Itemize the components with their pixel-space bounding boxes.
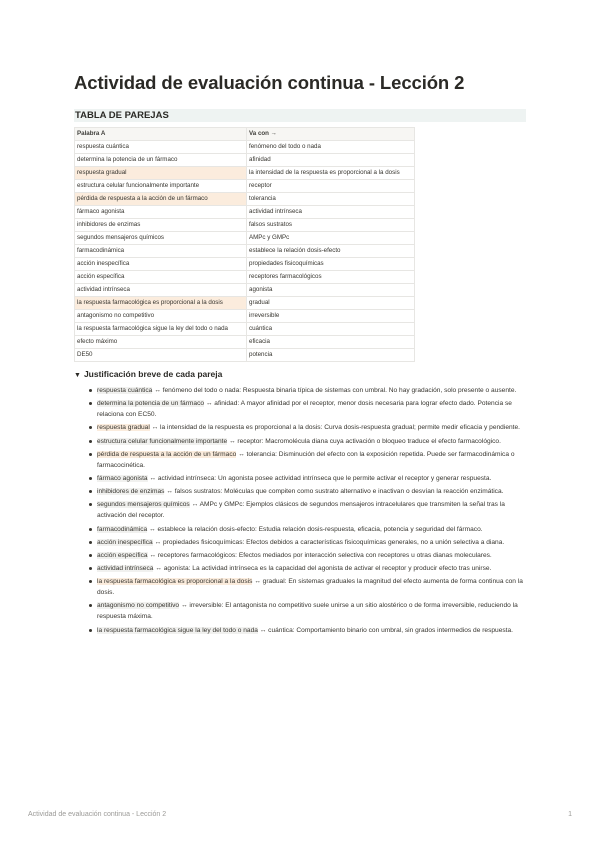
table-row — [75, 336, 415, 349]
table-row — [75, 154, 415, 167]
justification-term: la respuesta farmacológica sigue la ley del todo o nada — [97, 626, 258, 634]
justification-text: ↔ AMPc y GMPc: Ejemplos clásicos de segundos mensajeros intracelulares que transmiten la señal tras la activación del receptor. — [97, 501, 505, 520]
justification-text: ↔ tolerancia: Disminución del efecto con la exposición repetida. Puede ser farmacodinámica o farmacocinética. — [97, 450, 515, 469]
cell-goes-with: agonista — [247, 284, 415, 297]
cell-word-a: respuesta cuántica — [75, 141, 247, 154]
table-row — [75, 323, 415, 336]
justification-text: ↔ afinidad: A mayor afinidad por el receptor, menor dosis necesaria para lograr efecto dado. Potencia se relaciona con EC50. — [97, 400, 512, 419]
list-item — [88, 473, 526, 484]
toggle-triangle-icon: ▼ — [74, 372, 81, 379]
table-row — [75, 271, 415, 284]
pairs-table — [74, 127, 415, 362]
justification-text: ↔ actividad intrínseca: Un agonista posee actividad intrínseca que le permite activar el receptor y generar respuesta. — [147, 474, 492, 482]
cell-goes-with: gradual — [247, 297, 415, 310]
column-header-goes-with: Va con → — [247, 128, 415, 141]
list-item — [88, 576, 526, 598]
list-item — [88, 600, 526, 622]
cell-goes-with: potencia — [247, 349, 415, 362]
justification-text: ↔ establece la relación dosis-efecto: Estudia relación dosis-respuesta, eficacia, potencia y seguridad del fármaco. — [147, 525, 483, 533]
justification-toggle[interactable] — [74, 368, 526, 382]
cell-word-a: inhibidores de enzimas — [75, 219, 247, 232]
justification-term: la respuesta farmacológica es proporcional a la dosis — [97, 578, 253, 586]
cell-goes-with: tolerancia — [247, 193, 415, 206]
cell-word-a: acción inespecífica — [75, 258, 247, 271]
cell-goes-with: receptores farmacológicos — [247, 271, 415, 284]
cell-goes-with: AMPc y GMPc — [247, 232, 415, 245]
cell-word-a: actividad intrínseca — [75, 284, 247, 297]
list-item — [88, 499, 526, 521]
page-title: Actividad de evaluación continua - Lección 2 — [74, 72, 465, 93]
justification-term: segundos mensajeros químicos — [97, 501, 190, 509]
cell-goes-with: falsos sustratos — [247, 219, 415, 232]
list-item — [88, 537, 526, 548]
cell-word-a: fármaco agonista — [75, 206, 247, 219]
justification-text: ↔ receptor: Macromolécula diana cuya activación o bloqueo traduce el efecto farmacológico. — [227, 437, 501, 445]
column-header-word-a: Palabra A — [75, 128, 247, 141]
justification-term: estructura celular funcionalmente importante — [97, 437, 228, 445]
cell-goes-with: afinidad — [247, 154, 415, 167]
justification-text: ↔ receptores farmacológicos: Efectos mediados por interacción selectiva con receptores u otras dianas moleculares. — [147, 551, 492, 559]
cell-word-a: pérdida de respuesta a la acción de un fármaco — [75, 193, 247, 206]
justification-term: respuesta gradual — [97, 424, 150, 432]
justification-term: actividad intrínseca — [97, 565, 154, 573]
list-item — [88, 398, 526, 420]
page-number: 1 — [568, 811, 572, 818]
cell-goes-with: eficacia — [247, 336, 415, 349]
justification-term: pérdida de respuesta a la acción de un fármaco — [97, 450, 237, 458]
table-row — [75, 219, 415, 232]
justification-term: acción inespecífica — [97, 538, 153, 546]
cell-word-a: farmacodinámica — [75, 245, 247, 258]
table-row — [75, 349, 415, 362]
justification-term: farmacodinámica — [97, 525, 148, 533]
list-item — [88, 486, 526, 497]
cell-goes-with: fenómeno del todo o nada — [247, 141, 415, 154]
cell-word-a: estructura celular funcionalmente importante — [75, 180, 247, 193]
table-row — [75, 284, 415, 297]
table-header-row — [75, 128, 415, 141]
table-row — [75, 167, 415, 180]
table-row — [75, 193, 415, 206]
justification-text: ↔ propiedades fisicoquímicas: Efectos debidos a características fisicoquímicas generales, no a unión selectiva a diana. — [152, 538, 505, 546]
toggle-title: Justificación breve de cada pareja — [83, 369, 223, 379]
list-item — [88, 550, 526, 561]
cell-word-a: respuesta gradual — [75, 167, 247, 180]
table-row — [75, 206, 415, 219]
list-item — [88, 625, 526, 636]
cell-word-a: acción específica — [75, 271, 247, 284]
justification-term: determina la potencia de un fármaco — [97, 400, 205, 408]
list-item — [88, 524, 526, 535]
cell-word-a: DE50 — [75, 349, 247, 362]
table-row — [75, 245, 415, 258]
table-row — [75, 141, 415, 154]
table-section-header: TABLA DE PAREJAS — [74, 109, 526, 122]
table-row — [75, 180, 415, 193]
cell-goes-with: establece la relación dosis-efecto — [247, 245, 415, 258]
justification-term: acción específica — [97, 551, 148, 559]
justification-text: ↔ irreversible: El antagonista no competitivo suele unirse a un sitio alostérico o de forma irreversible, reduciendo la respuesta máxima. — [97, 602, 518, 621]
cell-goes-with: irreversible — [247, 310, 415, 323]
justification-list — [74, 385, 526, 636]
cell-word-a: la respuesta farmacológica es proporcional a la dosis — [75, 297, 247, 310]
justification-term: fármaco agonista — [97, 474, 148, 482]
cell-word-a: segundos mensajeros químicos — [75, 232, 247, 245]
cell-word-a: la respuesta farmacológica sigue la ley del todo o nada — [75, 323, 247, 336]
table-row — [75, 258, 415, 271]
cell-goes-with: propiedades fisicoquímicas — [247, 258, 415, 271]
justification-text: ↔ gradual: En sistemas graduales la magnitud del efecto aumenta de forma continua con la dosis. — [97, 578, 523, 597]
justification-term: antagonismo no competitivo — [97, 602, 180, 610]
table-row — [75, 310, 415, 323]
cell-word-a: determina la potencia de un fármaco — [75, 154, 247, 167]
list-item — [88, 563, 526, 574]
cell-goes-with: cuántica — [247, 323, 415, 336]
justification-text: ↔ la intensidad de la respuesta es proporcional a la dosis: Curva dosis-respuesta gradual; permite medir eficacia y pendiente. — [149, 424, 520, 432]
cell-goes-with: la intensidad de la respuesta es proporcional a la dosis — [247, 167, 415, 180]
justification-text: ↔ cuántica: Comportamiento binario con umbral, sin grados intermedios de respuesta. — [257, 626, 514, 634]
cell-goes-with: actividad intrínseca — [247, 206, 415, 219]
table-row — [75, 232, 415, 245]
table-row — [75, 297, 415, 310]
cell-word-a: antagonismo no competitivo — [75, 310, 247, 323]
footer-title: Actividad de evaluación continua - Lección 2 — [28, 811, 167, 818]
list-item — [88, 385, 526, 396]
list-item — [88, 449, 526, 471]
list-item — [88, 436, 526, 447]
justification-text: ↔ falsos sustratos: Moléculas que compiten como sustrato alternativo e inactivan o desvían la reacción enzimática. — [164, 488, 504, 496]
cell-word-a: efecto máximo — [75, 336, 247, 349]
justification-term: inhibidores de enzimas — [97, 488, 165, 496]
cell-goes-with: receptor — [247, 180, 415, 193]
justification-text: ↔ agonista: La actividad intrínseca es la capacidad del agonista de activar el receptor y producir efecto tras unirse. — [153, 565, 492, 573]
page-content — [74, 70, 526, 638]
justification-term: respuesta cuántica — [97, 387, 153, 394]
list-item — [88, 422, 526, 433]
justification-text: ↔ fenómeno del todo o nada: Respuesta binaria típica de sistemas con umbral. No hay gradación, solo presente o ausente. — [152, 387, 517, 394]
